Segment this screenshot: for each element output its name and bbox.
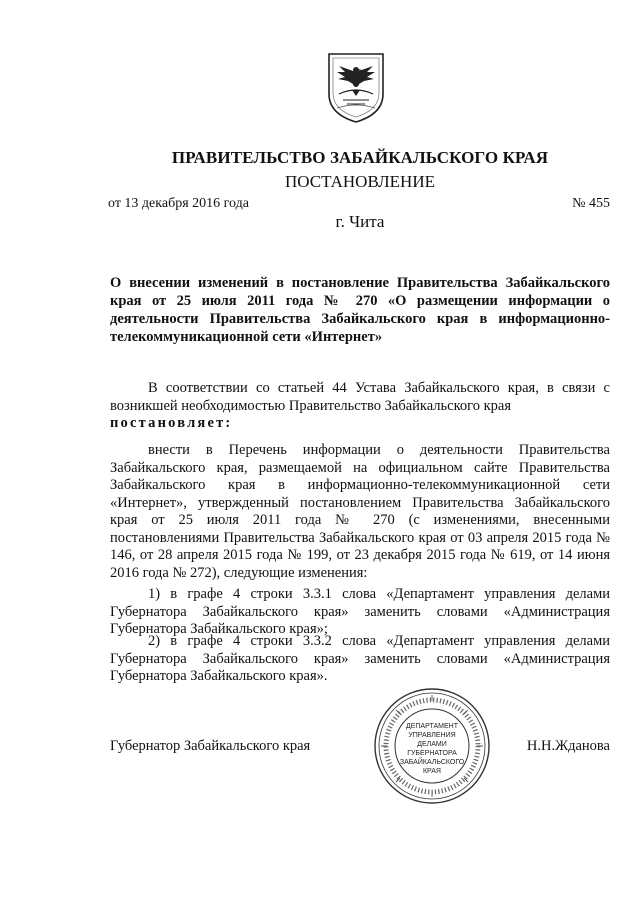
document-number: № 455 bbox=[572, 196, 610, 211]
official-seal-icon bbox=[372, 686, 492, 806]
stamp-line: ГУБЕРНАТОРА bbox=[407, 750, 457, 757]
intro-paragraph: В соответствии со статьей 44 Устава Забайкальского края, в связи с возникшей необходимостью Правительство Забайкальского края bbox=[110, 380, 610, 414]
coat-of-arms-icon bbox=[325, 50, 387, 124]
main-paragraph: внести в Перечень информации о деятельности Правительства Забайкальского края, размещаемой на официальном сайте Правительства Забайкальского края в информационно-телекоммуникационной сети «Интернет», утвержденный постановлением Правительства Забайкальского края от 25 июля 2011 года № 270 (с изменениями, внесенными постановлениями Правительства Забайкальского края от 03 апреля 2015 года № 146, от 28 апреля 2015 года № 199, от 23 декабря 2015 года № 619, от 14 июня 2016 года № 272), следующие изменения: bbox=[110, 442, 610, 581]
government-title: ПРАВИТЕЛЬСТВО ЗАБАЙКАЛЬСКОГО КРАЯ bbox=[171, 148, 549, 167]
stamp-line: УПРАВЛЕНИЯ bbox=[408, 732, 456, 739]
change-item-2: 2) в графе 4 строки 3.3.2 слова «Департамент управления делами Губернатора Забайкальского края» заменить словами «Администрация Губернатора Забайкальского края». bbox=[110, 633, 610, 684]
signatory-name: Н.Н.Жданова bbox=[526, 738, 610, 754]
document-type: ПОСТАНОВЛЕНИЕ bbox=[284, 172, 435, 191]
document-city: г. Чита bbox=[335, 212, 385, 231]
change-item-1: 1) в графе 4 строки 3.3.1 слова «Департамент управления делами Губернатора Забайкальского края» заменить словами «Администрация Губернатора Забайкальского края»; bbox=[110, 586, 610, 637]
decree-word: постановляет: bbox=[110, 415, 233, 431]
stamp-line: ДЕЛАМИ bbox=[417, 741, 447, 748]
stamp-line: ДЕПАРТАМЕНТ bbox=[405, 723, 459, 730]
document-date: от 13 декабря 2016 года bbox=[108, 196, 249, 211]
stamp-line: КРАЯ bbox=[422, 768, 442, 775]
signatory-position: Губернатор Забайкальского края bbox=[110, 738, 311, 754]
document-subject: О внесении изменений в постановление Правительства Забайкальского края от 25 июля 2011 года № 270 «О размещении информации о деятельности Правительства Забайкальского края в информационно-телекоммуникационной сети «Интернет» bbox=[110, 275, 610, 345]
stamp-line: ЗАБАЙКАЛЬСКОГО bbox=[399, 759, 465, 766]
